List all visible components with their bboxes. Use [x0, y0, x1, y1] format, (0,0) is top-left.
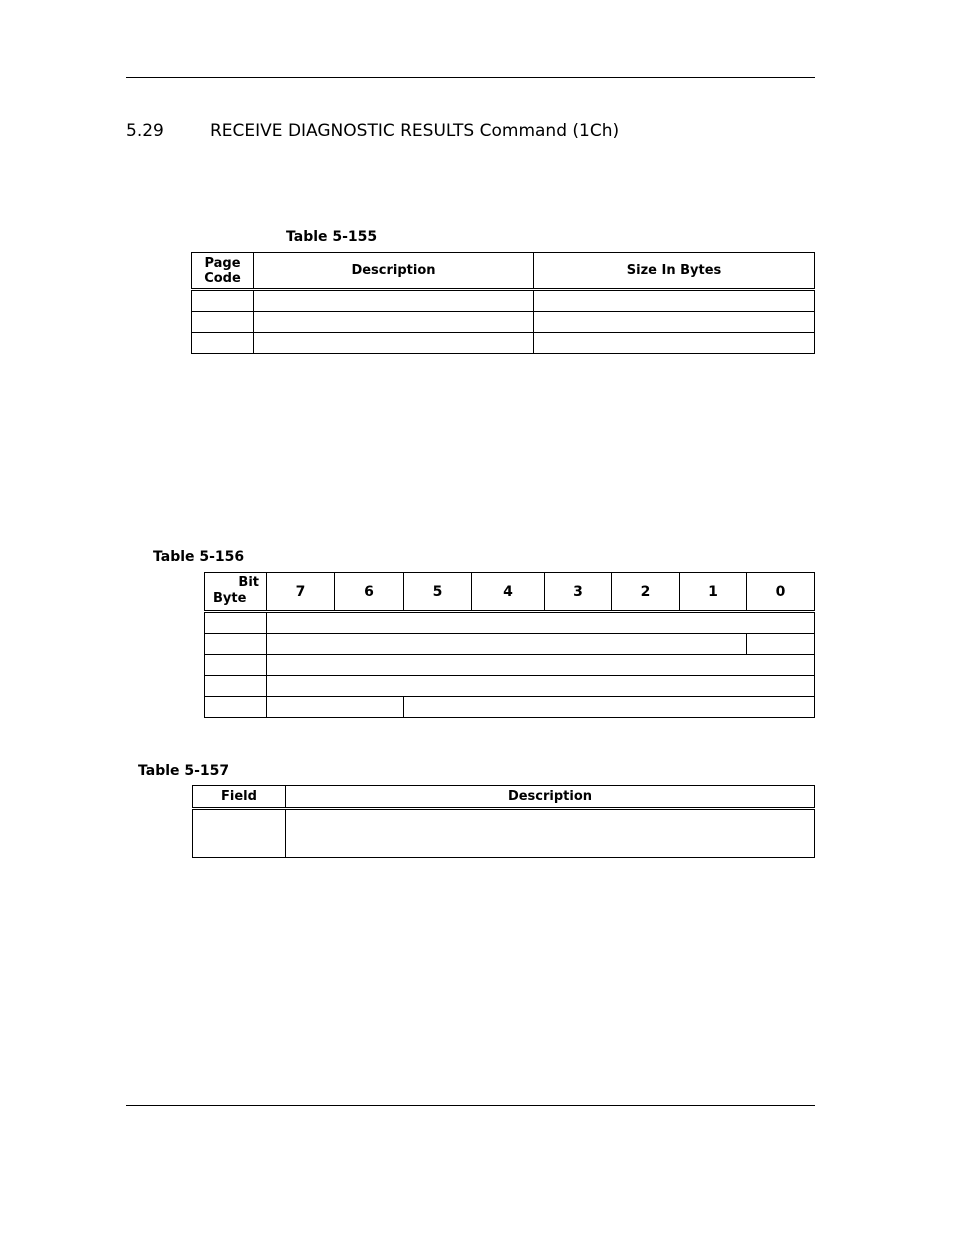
byte-cell	[205, 612, 267, 634]
table-155-caption: Table 5-155	[286, 229, 378, 245]
table-cell	[267, 634, 747, 655]
byte-cell	[205, 634, 267, 655]
table-cell	[267, 676, 815, 697]
table-157	[192, 785, 815, 858]
bit-4-header: 4	[472, 573, 545, 612]
table-cell	[192, 290, 254, 312]
bit-1-header: 1	[680, 573, 747, 612]
table-row	[205, 612, 815, 634]
table-156	[204, 572, 815, 718]
table-cell	[286, 809, 815, 858]
size-header: Size In Bytes	[534, 253, 815, 290]
table-155	[191, 252, 815, 354]
section-title: RECEIVE DIAGNOSTIC RESULTS Command (1Ch)	[210, 121, 620, 141]
table-cell	[747, 634, 815, 655]
table-cell	[254, 290, 534, 312]
bit-0-header: 0	[747, 573, 815, 612]
table-cell	[267, 697, 404, 718]
page-code-header	[192, 253, 254, 290]
table-row	[193, 809, 815, 858]
section-number: 5.29	[126, 121, 164, 141]
table-cell	[404, 697, 815, 718]
table-156-caption: Table 5-156	[153, 549, 245, 565]
bit-2-header: 2	[612, 573, 680, 612]
table-cell	[193, 809, 286, 858]
bit-3-header: 3	[545, 573, 612, 612]
table-cell	[254, 333, 534, 354]
table-157-caption: Table 5-157	[138, 763, 230, 779]
table-cell	[267, 655, 815, 676]
table-cell	[192, 312, 254, 333]
byte-cell	[205, 697, 267, 718]
footer-rule	[126, 1105, 815, 1106]
table-cell	[254, 312, 534, 333]
table-row	[192, 312, 815, 333]
bit-7-header: 7	[267, 573, 335, 612]
table-row	[192, 290, 815, 312]
bit-byte-corner	[205, 573, 267, 612]
table-header-row	[205, 573, 815, 612]
table-row	[205, 634, 815, 655]
byte-cell	[205, 655, 267, 676]
table-row	[205, 676, 815, 697]
table-row	[192, 333, 815, 354]
table-cell	[534, 290, 815, 312]
bit-6-header: 6	[335, 573, 404, 612]
table-row	[205, 697, 815, 718]
page-code-header-line2: Code	[204, 270, 241, 286]
table-cell	[534, 333, 815, 354]
byte-cell	[205, 676, 267, 697]
bit-5-header: 5	[404, 573, 472, 612]
table-header-row	[192, 253, 815, 290]
page-code-header-line1: Page	[204, 255, 241, 271]
header-rule	[126, 77, 815, 78]
field-header: Field	[193, 786, 286, 809]
table-row	[205, 655, 815, 676]
table-header-row	[193, 786, 815, 809]
table-cell	[192, 333, 254, 354]
table-cell	[534, 312, 815, 333]
table-cell	[267, 612, 815, 634]
byte-label: Byte	[213, 591, 247, 606]
description-header: Description	[254, 253, 534, 290]
bit-label: Bit	[238, 575, 259, 590]
description-header: Description	[286, 786, 815, 809]
